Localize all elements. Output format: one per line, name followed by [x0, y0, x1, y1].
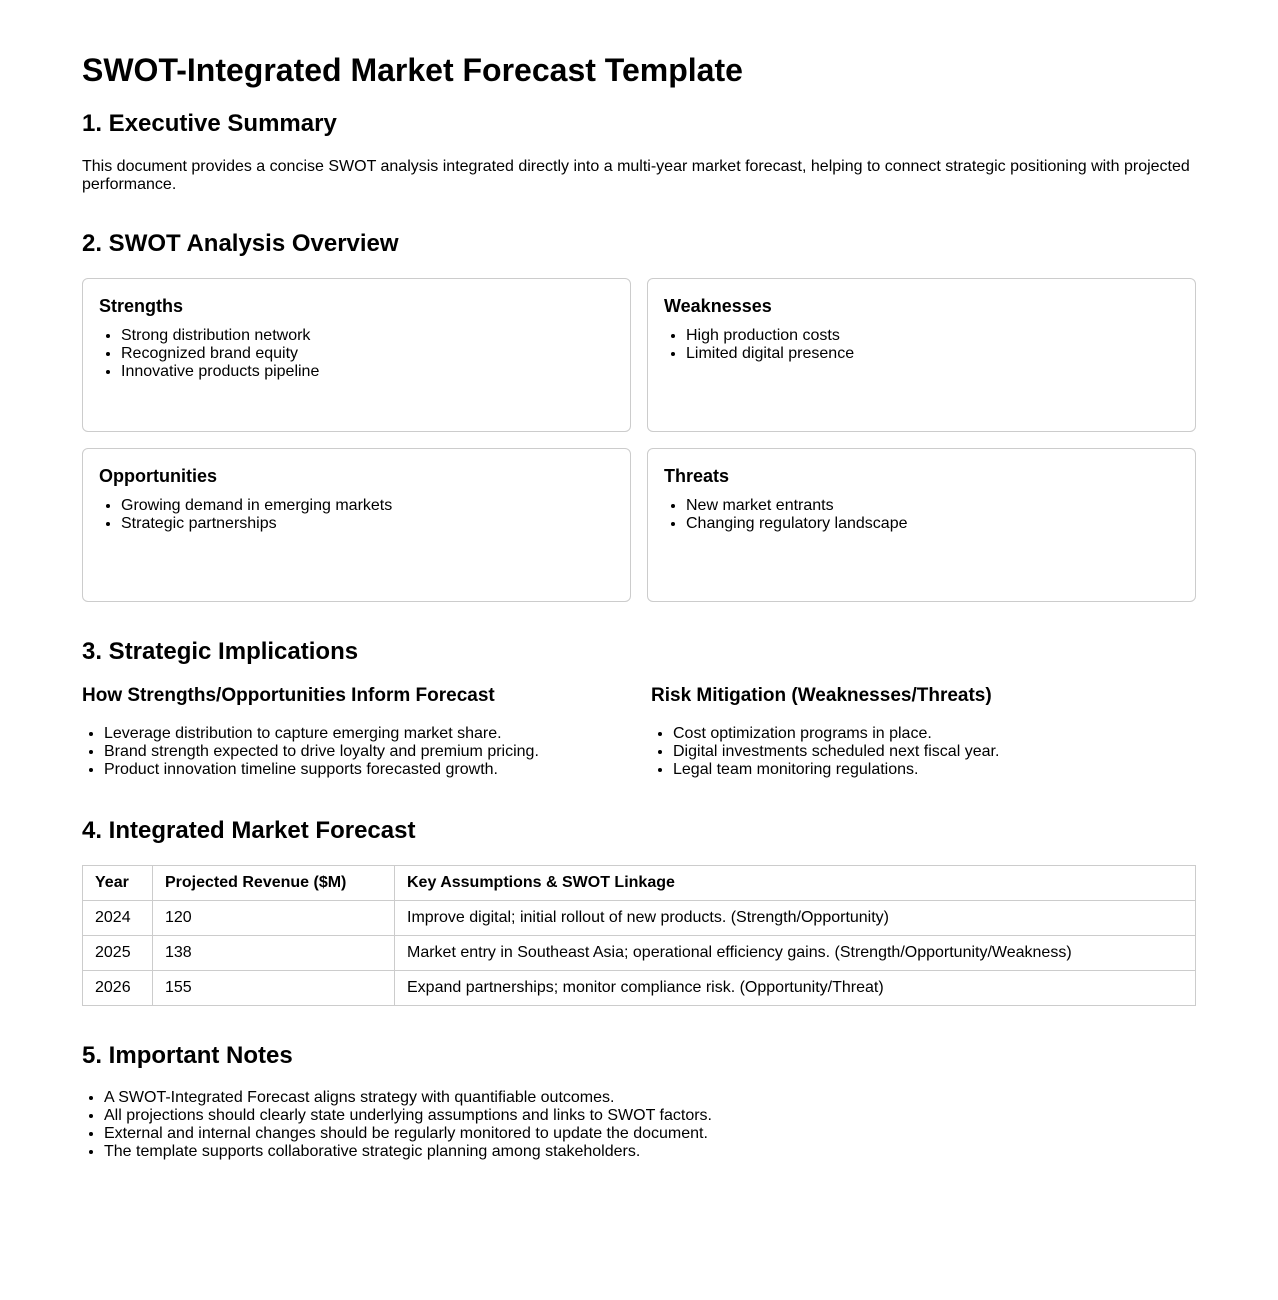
list-item: • Recognized brand equity — [121, 345, 614, 363]
notes-list — [82, 1089, 1218, 1161]
list-item: • Innovative products pipeline — [121, 363, 614, 381]
table-cell: 2024 — [83, 901, 153, 936]
threats-card — [647, 448, 1196, 602]
page-title: SWOT-Integrated Market Forecast Template — [82, 52, 743, 88]
table-cell: Expand partnerships; monitor compliance risk. (Opportunity/Threat) — [395, 971, 1196, 1006]
list-item: • Digital investments scheduled next fiscal year. — [673, 743, 1211, 761]
implications-left-title: How Strengths/Opportunities Inform Forecast — [82, 685, 495, 706]
threats-list — [664, 497, 1179, 533]
list-item: • Strong distribution network — [121, 327, 614, 345]
list-item: • Brand strength expected to drive loyalty and premium pricing. — [104, 743, 642, 761]
swot-heading: 2. SWOT Analysis Overview — [82, 230, 399, 257]
opportunities-list — [99, 497, 614, 533]
table-cell: 138 — [153, 936, 395, 971]
implications-right-list — [651, 725, 1211, 779]
strengths-title: Strengths — [99, 296, 184, 316]
implications-forecast-column — [82, 685, 642, 779]
executive-summary-heading: 1. Executive Summary — [82, 110, 337, 137]
list-item: • Changing regulatory landscape — [686, 515, 1179, 533]
opportunities-title: Opportunities — [99, 466, 217, 486]
weaknesses-list — [664, 327, 1179, 363]
list-item: • Limited digital presence — [686, 345, 1179, 363]
implications-right-title: Risk Mitigation (Weaknesses/Threats) — [651, 685, 992, 706]
strengths-card — [82, 278, 631, 432]
list-item: • Strategic partnerships — [121, 515, 614, 533]
column-header: Key Assumptions & SWOT Linkage — [395, 866, 1196, 901]
table-cell: 120 — [153, 901, 395, 936]
table-header-row — [83, 866, 1196, 901]
list-item: • All projections should clearly state underlying assumptions and links to SWOT factors. — [104, 1107, 1218, 1125]
table-row — [83, 971, 1196, 1006]
implications-heading: 3. Strategic Implications — [82, 638, 359, 665]
list-item: • A SWOT-Integrated Forecast aligns strategy with quantifiable outcomes. — [104, 1089, 1218, 1107]
threats-title: Threats — [664, 466, 730, 486]
weaknesses-title: Weaknesses — [664, 296, 772, 316]
column-header: Year — [83, 866, 153, 901]
strengths-list — [99, 327, 614, 381]
implications-risk-column — [651, 685, 1211, 779]
list-item: • The template supports collaborative strategic planning among stakeholders. — [104, 1143, 1218, 1161]
table-cell: Market entry in Southeast Asia; operational efficiency gains. (Strength/Opportunity/Weakness) — [395, 936, 1196, 971]
implications-left-list — [82, 725, 642, 779]
weaknesses-card — [647, 278, 1196, 432]
table-row — [83, 936, 1196, 971]
notes-heading: 5. Important Notes — [82, 1042, 293, 1069]
list-item: • Growing demand in emerging markets — [121, 497, 614, 515]
forecast-table — [82, 865, 1196, 1006]
opportunities-card — [82, 448, 631, 602]
list-item: • Cost optimization programs in place. — [673, 725, 1211, 743]
list-item: • New market entrants — [686, 497, 1179, 515]
table-cell: 155 — [153, 971, 395, 1006]
list-item: • Legal team monitoring regulations. — [673, 761, 1211, 779]
executive-summary-text: This document provides a concise SWOT analysis integrated directly into a multi-year market forecast, helping to connect strategic positioning with projected performance. — [82, 158, 1190, 193]
column-header: Projected Revenue ($M) — [153, 866, 395, 901]
forecast-heading: 4. Integrated Market Forecast — [82, 817, 416, 844]
table-row — [83, 901, 1196, 936]
list-item: • Leverage distribution to capture emerging market share. — [104, 725, 642, 743]
list-item: • External and internal changes should be regularly monitored to update the document. — [104, 1125, 1218, 1143]
list-item: • High production costs — [686, 327, 1179, 345]
table-cell: 2026 — [83, 971, 153, 1006]
list-item: • Product innovation timeline supports forecasted growth. — [104, 761, 642, 779]
table-cell: 2025 — [83, 936, 153, 971]
table-cell: Improve digital; initial rollout of new products. (Strength/Opportunity) — [395, 901, 1196, 936]
